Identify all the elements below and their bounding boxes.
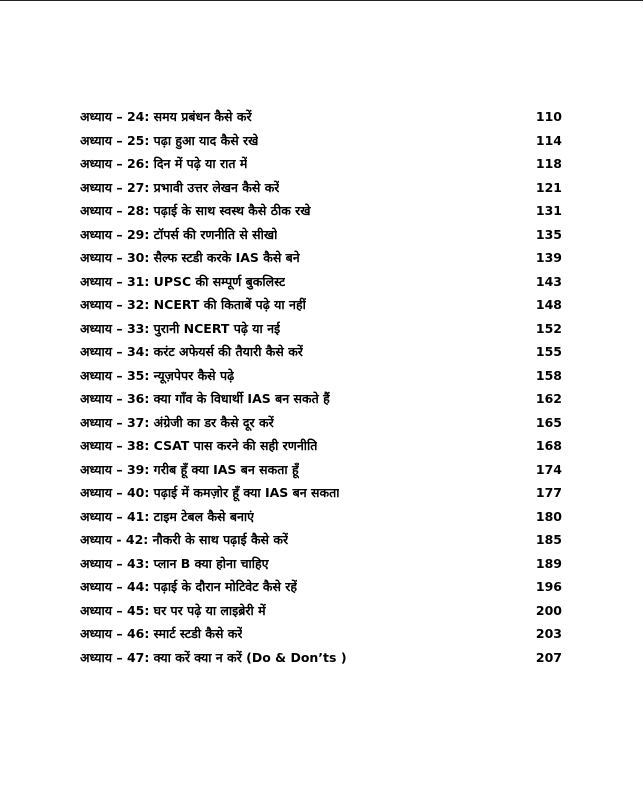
chapter-title: अध्याय – 36: क्या गाँव के विधार्थी IAS बन सकते हैं — [80, 391, 330, 406]
page-number: 143 — [535, 273, 562, 289]
chapter-title: अध्याय – 28: पढ़ाई के साथ स्वस्थ कैसे ठीक रखे — [80, 203, 311, 218]
page-number: 207 — [535, 649, 562, 665]
chapter-title: अध्याय – 26: दिन में पढ़े या रात में — [80, 156, 248, 171]
page-number: 155 — [535, 344, 562, 359]
page-number: 200 — [535, 602, 562, 618]
page-number: 114 — [535, 132, 562, 148]
toc-entry — [80, 575, 562, 599]
toc-entry — [80, 622, 562, 646]
page-number: 135 — [535, 226, 562, 242]
page-number: 148 — [535, 297, 562, 312]
page-number: 131 — [535, 203, 562, 218]
toc-entry — [80, 246, 562, 270]
chapter-title: अध्याय – 27: प्रभावी उत्तर लेखन कैसे करें — [80, 179, 280, 195]
toc-entry — [80, 646, 562, 670]
chapter-title: अध्याय – 35: न्यूज़पेपर कैसे पढ़े — [80, 367, 235, 383]
toc-entry — [80, 387, 562, 411]
toc-entry — [80, 152, 562, 176]
toc-entry — [80, 293, 562, 317]
chapter-title: अध्याय – 32: NCERT की किताबें पढ़े या नहीं — [80, 297, 306, 312]
toc-entry — [80, 505, 562, 529]
toc-entry — [80, 176, 562, 200]
chapter-title: अध्याय - 42: नौकरी के साथ पढ़ाई कैसे करें — [80, 532, 289, 547]
toc-entry — [80, 458, 562, 482]
page-number: 165 — [535, 414, 562, 430]
page-number: 110 — [535, 109, 562, 124]
page-number: 185 — [535, 532, 562, 547]
page-number: 152 — [535, 320, 562, 336]
chapter-title: अध्याय – 30: सैल्फ स्टडी करके IAS कैसे बने — [80, 250, 300, 265]
toc-entry — [80, 481, 562, 505]
page-number: 174 — [535, 461, 562, 477]
chapter-title: अध्याय – 33: पुरानी NCERT पढ़े या नई — [80, 320, 281, 336]
page-number: 180 — [535, 508, 562, 524]
chapter-title: अध्याय – 43: प्लान B क्या होना चाहिए — [80, 555, 269, 571]
toc-entry — [80, 434, 562, 458]
page-number: 189 — [535, 555, 562, 571]
toc-entry — [80, 552, 562, 576]
toc-entry — [80, 340, 562, 364]
page-number: 203 — [535, 626, 562, 641]
toc-entry — [80, 105, 562, 129]
page-number: 196 — [535, 579, 562, 594]
chapter-title: अध्याय – 38: CSAT पास करने की सही रणनीति — [80, 438, 318, 453]
toc-entry — [80, 270, 562, 294]
toc-entry — [80, 364, 562, 388]
chapter-title: अध्याय – 24: समय प्रबंधन कैसे करें — [80, 109, 252, 124]
chapter-title: अध्याय – 46: स्मार्ट स्टडी कैसे करें — [80, 626, 243, 641]
chapter-title: अध्याय – 39: गरीब हूँ क्या IAS बन सकता हूँ — [80, 461, 299, 477]
page-number: 158 — [535, 367, 562, 383]
toc-entry — [80, 411, 562, 435]
toc-entry — [80, 199, 562, 223]
toc-entry — [80, 528, 562, 552]
page-number: 118 — [535, 156, 562, 171]
page-number: 168 — [535, 438, 562, 453]
toc-entry — [80, 223, 562, 247]
toc-entry — [80, 599, 562, 623]
table-of-contents — [80, 105, 562, 669]
chapter-title: अध्याय – 37: अंग्रेजी का डर कैसे दूर करें — [80, 414, 274, 430]
toc-entry — [80, 317, 562, 341]
page-number: 121 — [535, 179, 562, 195]
page-number: 162 — [535, 391, 562, 406]
chapter-title: अध्याय – 44: पढ़ाई के दौरान मोटिवेट कैसे रहें — [80, 579, 298, 594]
chapter-title: अध्याय – 34: करंट अफेयर्स की तैयारी कैसे करें — [80, 344, 303, 359]
chapter-title: अध्याय – 31: UPSC की सम्पूर्ण बुकलिस्ट — [80, 273, 286, 289]
chapter-title: अध्याय – 45: घर पर पढ़े या लाइब्रेरी में — [80, 602, 266, 618]
chapter-title: अध्याय – 47: क्या करें क्या न करें (Do & Don’ts ) — [80, 649, 347, 665]
chapter-title: अध्याय – 25: पढ़ा हुआ याद कैसे रखे — [80, 132, 259, 148]
chapter-title: अध्याय – 29: टॉपर्स की रणनीति से सीखो — [80, 226, 278, 242]
page-number: 177 — [535, 485, 562, 500]
chapter-title: अध्याय – 40: पढ़ाई में कमज़ोर हूँ क्या IAS बन सकता — [80, 485, 340, 500]
page-number: 139 — [535, 250, 562, 265]
chapter-title: अध्याय – 41: टाइम टेबल कैसे बनाएं — [80, 508, 255, 524]
toc-entry — [80, 129, 562, 153]
